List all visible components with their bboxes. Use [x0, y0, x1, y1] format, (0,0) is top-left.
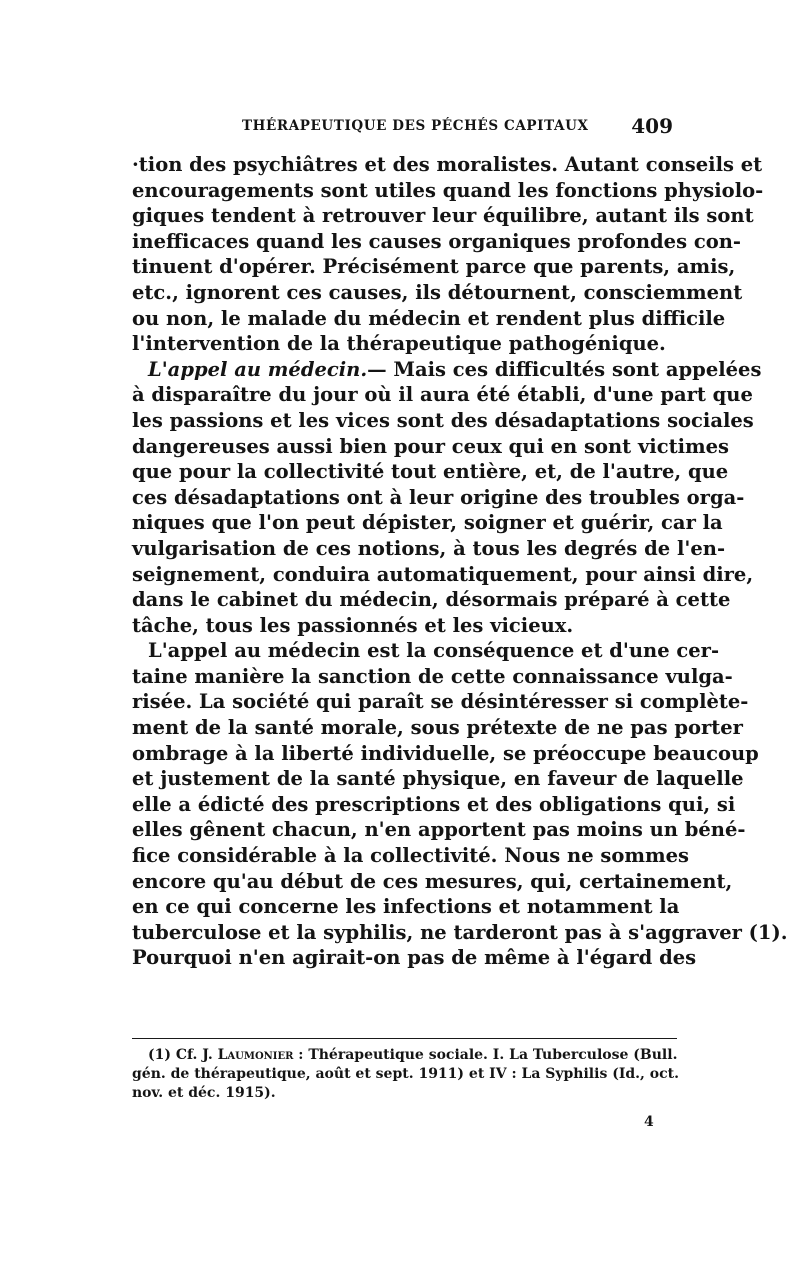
text-line: etc., ignorent ces causes, ils détournent, consciemment: [132, 280, 743, 304]
text-line: ombrage à la liberté individuelle, se préoccupe beaucoup: [132, 741, 759, 765]
footnote: [132, 1046, 677, 1103]
text-line: les passions et les vices sont des désadaptations sociales: [132, 408, 754, 432]
text-line: giques tendent à retrouver leur équilibre, autant ils sont: [132, 204, 754, 228]
text-line: encore qu'au début de ces mesures, qui, certainement,: [132, 869, 733, 893]
text-line: encouragements sont utiles quand les fonctions physiolo-: [132, 178, 764, 202]
text-line: tâche, tous les passionnés et les vicieux.: [132, 613, 574, 637]
page-number: 409: [631, 114, 673, 138]
text-line: fice considérable à la collectivité. Nous ne sommes: [132, 844, 690, 868]
footnote-line: gén. de thérapeutique, août et sept. 1911) et IV : La Syphilis (Id., oct.: [132, 1066, 679, 1082]
footnote-lead: (1) Cf. J.: [148, 1047, 218, 1063]
text-line: tinuent d'opérer. Précisément parce que parents, amis,: [132, 255, 736, 279]
text-line: vulgarisation de ces notions, à tous les degrés de l'en-: [132, 536, 726, 560]
text-line: inefficaces quand les causes organiques profondes con-: [132, 229, 741, 253]
footnote-author: Laumonier: [217, 1047, 294, 1063]
text-line: elles gênent chacun, n'en apportent pas moins un béné-: [132, 818, 746, 842]
text-line: ment de la santé morale, sous prétexte de ne pas porter: [132, 716, 743, 740]
footnote-line1-text: : Thérapeutique sociale. I. La Tuberculose (Bull.: [293, 1047, 678, 1063]
text-line: à disparaître du jour où il aura été établi, d'une part que: [132, 383, 753, 407]
text-line: seignement, conduira automatiquement, pour ainsi dire,: [132, 562, 754, 586]
footnote-line: [132, 1046, 677, 1065]
running-title: THÉRAPEUTIQUE DES PÉCHÉS CAPITAUX: [242, 118, 589, 134]
text-line: tuberculose et la syphilis, ne tarderont pas à s'aggraver (1).: [132, 920, 788, 944]
text-line: Pourquoi n'en agirait-on pas de même à l'égard des: [132, 946, 697, 970]
text-line: L'appel au médecin est la conséquence et d'une cer-: [148, 639, 720, 663]
text-line: que pour la collectivité tout entière, et, de l'autre, que: [132, 460, 729, 484]
section-title: L'appel au médecin.: [148, 357, 368, 381]
signature-mark: 4: [644, 1114, 654, 1130]
text-line: ou non, le malade du médecin et rendent plus difficile: [132, 306, 726, 330]
footnote-rule: [132, 1038, 677, 1039]
section-first-line-text: — Mais ces difficultés sont appelées: [367, 357, 762, 381]
text-line: dangereuses aussi bien pour ceux qui en sont victimes: [132, 434, 730, 458]
text-line: ·tion des psychiâtres et des moralistes. Autant conseils et: [132, 153, 763, 176]
text-line: ces désadaptations ont à leur origine des troubles orga-: [132, 485, 745, 509]
text-line: elle a édicté des prescriptions et des obligations qui, si: [132, 792, 736, 816]
running-head: [132, 114, 677, 140]
footnote-line: nov. et déc. 1915).: [132, 1085, 276, 1101]
text-line: taine manière la sanction de cette connaissance vulga-: [132, 664, 733, 688]
text-line: dans le cabinet du médecin, désormais préparé à cette: [132, 588, 731, 612]
text-line: et justement de la santé physique, en faveur de laquelle: [132, 767, 744, 791]
text-line: risée. La société qui paraît se désintéresser si complète-: [132, 690, 749, 714]
section-first-line: [132, 357, 762, 383]
text-line: en ce qui concerne les infections et notamment la: [132, 895, 680, 919]
body-text: [132, 152, 788, 971]
text-line: niques que l'on peut dépister, soigner et guérir, car la: [132, 511, 723, 535]
text-line: l'intervention de la thérapeutique pathogénique.: [132, 332, 666, 356]
